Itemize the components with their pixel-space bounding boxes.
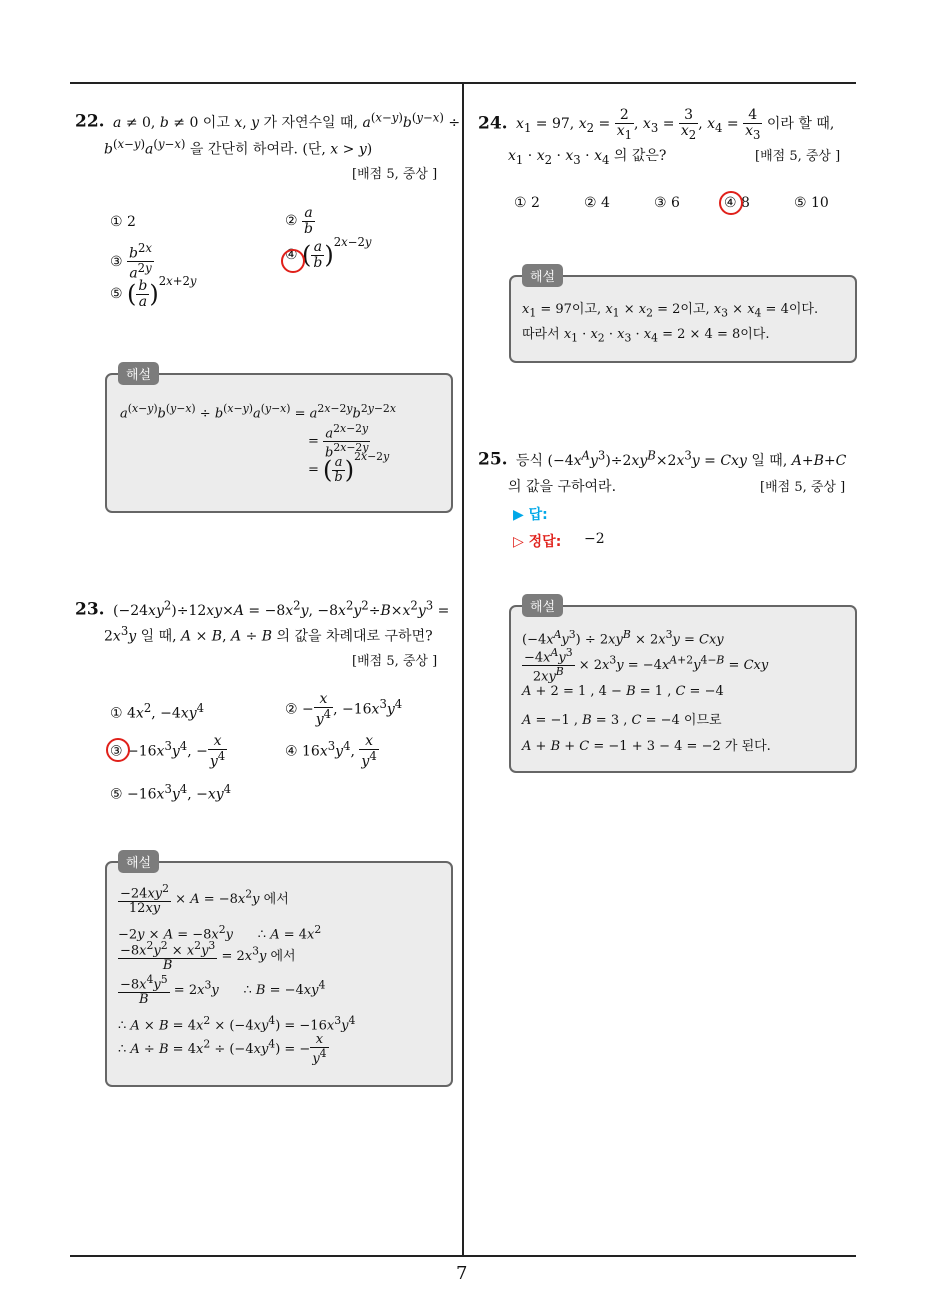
q25-sol-line5: A + B + C = −1 + 3 − 4 = −2 가 된다. — [522, 739, 771, 754]
q24-line2: $x_1 \cdot x_2 \cdot x_3 \cdot x_4$ 의 값은? — [508, 148, 667, 167]
q22-number: 22. — [75, 111, 105, 132]
q25-number: 25. — [478, 449, 508, 470]
q23-option-1[interactable]: ① $4x^2$, $-4xy^4$ — [110, 701, 205, 722]
column-divider — [462, 83, 464, 1257]
page-number: 7 — [456, 1263, 468, 1284]
q22-sol-line3: = ( $\frac{a}{b}$ )$^{2x-2y}$ — [308, 450, 390, 485]
q22-line2: $b^{(x-y)}a^{(y-x)}$ 을 간단히 하여라. (단, x > y) — [104, 137, 373, 158]
q22-option-1[interactable]: ① 2 — [110, 214, 136, 230]
q23-line2: $2x^3y$ 일 때, A × B, A ÷ B 의 값을 차례대로 구하면? — [104, 624, 433, 645]
q24-line1: 24. $x_1 = 97$, $x_2$ = $\frac{2}{x_1}$ , $x_3$ = $\frac{3}{x_2}$ , $x_4$ = $\frac{4}{x_3}$ 이라 할 때, — [478, 107, 835, 142]
q23-sol-line5: ∴ $A \times B = 4x^2 \times (-4xy^4) = -16x^3y^4$ — [118, 1014, 356, 1034]
q23-line1: 23. $(-24xy^2)\div 12xy\times A = -8x^2y$, $-8x^2y^2\div B\times x^2y^3$ = — [75, 598, 450, 620]
q25-line2: 의 값을 구하여라. — [508, 479, 617, 495]
bottom-rule — [70, 1255, 856, 1257]
q24-option-5[interactable]: ⑤ 10 — [794, 195, 829, 211]
q22-option-2[interactable]: ② $\frac{a}{b}$ — [285, 205, 313, 237]
q24-option-4[interactable]: ④ 8 — [724, 195, 750, 211]
q25-sol-line4: A = −1 , B = 3 , C = −4 이므로 — [522, 713, 722, 728]
q24-selected-circle — [719, 191, 743, 215]
q24-number: 24. — [478, 113, 508, 134]
q22-selected-circle — [281, 249, 305, 273]
q25-answer-label: ▶ 답: — [513, 507, 548, 523]
q23-sol-line3: $\frac{-8x^2y^2 \times x^2y^3}{B}$ = $2x^3y$ 에서 — [120, 939, 296, 973]
q22-solution-box — [105, 373, 453, 513]
q24-sol-line2: 따라서 $x_1 \cdot x_2 \cdot x_3 \cdot x_4 = 2 \times 4 = 8$이다. — [522, 327, 770, 345]
q22-sol-line2: = $\frac{a^{2x-2y}}{b^{2x-2y}}$ — [308, 422, 369, 461]
q25-sol-line3: A + 2 = 1 , 4 − B = 1 , C = −4 — [522, 684, 724, 699]
q24-option-2[interactable]: ② 4 — [584, 195, 610, 211]
q23-option-5[interactable]: ⑤ $-16x^3y^4$, $-xy^4$ — [110, 782, 232, 803]
q23-option-2[interactable]: ② − $\frac{x}{y^4}$ , $-16x^3y^4$ — [285, 691, 403, 728]
q24-option-3[interactable]: ③ 6 — [654, 195, 680, 211]
q22-option-3[interactable]: ③ $\frac{b^{2x}}{a^{2y}}$ — [110, 241, 152, 282]
q23-score: [배점 5, 중상 ] — [352, 654, 438, 669]
q23-solution-tag: 해설 — [118, 850, 159, 873]
q23-sol-line6: ∴ $A \div B = 4x^2 \div (-4xy^4)$ = − $\frac{x}{y^4}$ — [118, 1032, 327, 1066]
q22-option-4[interactable]: ④ ( $\frac{a}{b}$ )$^{2x-2y}$ — [285, 234, 372, 271]
q24-option-1[interactable]: ① 2 — [514, 195, 540, 211]
q25-sol-line2: $\frac{-4x^Ay^3}{2xy^B}$ × $2x^3y = -4x^{A+2}y^{4-B}$ = Cxy — [524, 646, 769, 685]
q25-solution-tag: 해설 — [522, 594, 563, 617]
q25-correct-value: −2 — [584, 531, 605, 547]
q25-score: [배점 5, 중상 ] — [760, 480, 846, 495]
q24-solution-tag: 해설 — [522, 264, 563, 287]
q22-score: [배점 5, 중상 ] — [352, 167, 438, 182]
q25-sol-line1: $(-4x^Ay^3) \div 2xy^B \times 2x^3y$ = Cxy — [522, 628, 724, 648]
q23-selected-circle — [106, 738, 130, 762]
q25-correct-label: ▷ 정답: — [513, 534, 562, 550]
q24-score: [배점 5, 중상 ] — [755, 149, 841, 164]
q25-line1: 25. 등식 $(-4x^Ay^3)\div 2xy^B\times 2x^3y$ = Cxy 일 때, A+B+C — [478, 448, 847, 470]
q22-solution-tag: 해설 — [118, 362, 159, 385]
q23-sol-line2: $-2y \times A = -8x^2y$ ∴ $A = 4x^2$ — [118, 923, 322, 943]
q22-line1: 22. a ≠ 0, b ≠ 0 이고 x, y 가 자연수일 때, $a^{(x-y)}b^{(y-x)}$ ÷ — [75, 110, 461, 132]
q23-option-4[interactable]: ④ $16x^3y^4$, $\frac{x}{y^4}$ — [285, 733, 377, 770]
q22-sol-line1: $a^{(x-y)}b^{(y-x)} \div b^{(x-y)}a^{(y-x)} = a^{2x-2y}b^{2y-2x}$ — [120, 402, 396, 422]
q24-sol-line1: $x_1 = 97$이고, $x_1 \times x_2 = 2$이고, $x_3 \times x_4 = 4$이다. — [522, 302, 819, 320]
q22-option-5[interactable]: ⑤ ( $\frac{b}{a}$ )$^{2x+2y}$ — [110, 273, 197, 310]
q23-sol-line1: $\frac{-24xy^2}{12xy}$ × $A = -8x^2y$ 에서 — [120, 882, 289, 916]
q23-option-3[interactable]: ③ $-16x^3y^4$, − $\frac{x}{y^4}$ — [110, 733, 226, 770]
q23-sol-line4: $\frac{-8x^4y^5}{B}$ = $2x^3y$ ∴ $B = -4xy^4$ — [120, 973, 326, 1007]
q23-number: 23. — [75, 599, 105, 620]
